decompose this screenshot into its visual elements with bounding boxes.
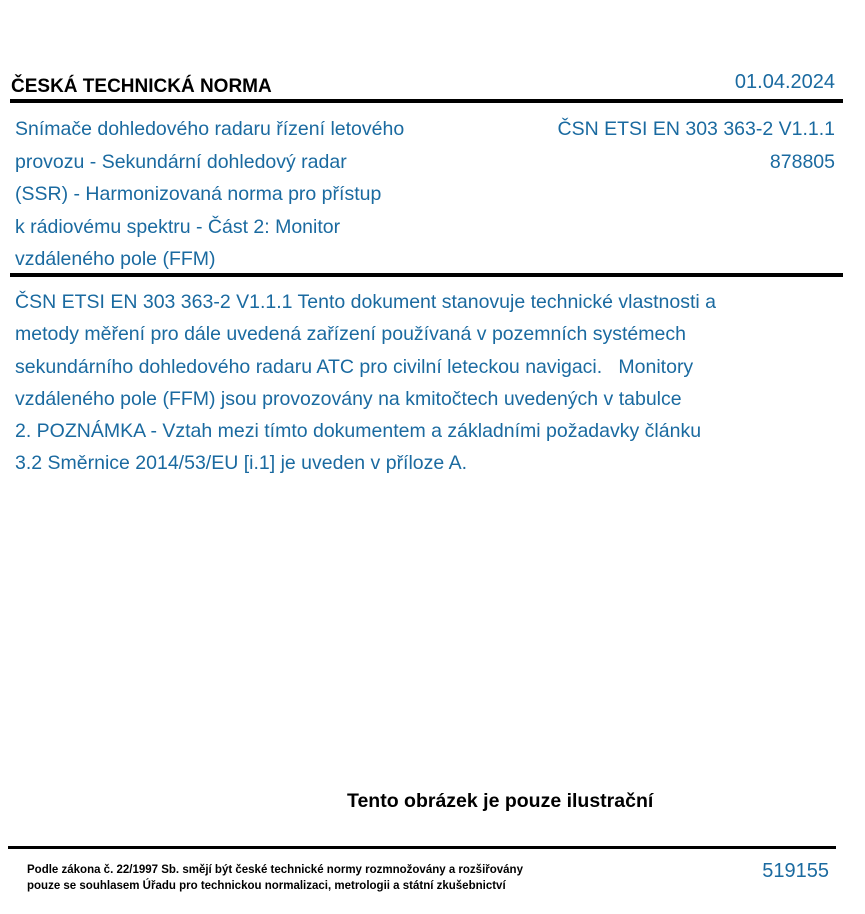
norm-title xyxy=(15,113,475,276)
norm-title-line: provozu - Sekundární dohledový radar xyxy=(15,150,347,173)
abstract-line: 3.2 Směrnice 2014/53/EU [i.1] je uveden v příloze A. xyxy=(15,452,468,475)
abstract-line: metody měření pro dále uvedená zařízení používaná v pozemních systémech xyxy=(15,323,686,346)
norm-number: 878805 xyxy=(769,150,835,173)
abstract-line: vzdáleného pole (FFM) jsou provozovány na kmitočtech uvedených v tabulce xyxy=(15,387,682,410)
legal-notice-line: pouze se souhlasem Úřadu pro technickou normalizaci, metrologii a státní zkušebnictví xyxy=(27,880,506,892)
catalog-number: 519155 xyxy=(762,860,829,882)
norm-title-line: (SSR) - Harmonizovaná norma pro přístup xyxy=(15,183,382,205)
abstract xyxy=(15,286,845,480)
norm-title-line: Snímače dohledového radaru řízení letového xyxy=(15,118,405,140)
norm-title-line: k rádiovému spektru - Část 2: Monitor xyxy=(15,215,341,238)
legal-notice-line: Podle zákona č. 22/1997 Sb. smějí být české technické normy rozmnožovány a rozšiřovány xyxy=(27,864,523,876)
illustration-note: Tento obrázek je pouze ilustrační xyxy=(347,790,654,812)
header-divider xyxy=(10,99,843,103)
publication-date: 01.04.2024 xyxy=(734,71,835,93)
document-type-title: ČESKÁ TECHNICKÁ NORMA xyxy=(11,76,272,97)
abstract-line: 2. POZNÁMKA - Vztah mezi tímto dokumentem a základními požadavky článku xyxy=(15,420,702,443)
norm-title-line: vzdáleného pole (FFM) xyxy=(15,248,216,270)
abstract-line: sekundárního dohledového radaru ATC pro civilní leteckou navigaci. Monitory xyxy=(15,355,694,378)
abstract-line: ČSN ETSI EN 303 363-2 V1.1.1 Tento dokument stanovuje technické vlastnosti a xyxy=(15,291,716,313)
footer-divider xyxy=(8,846,836,849)
legal-notice xyxy=(27,862,523,894)
title-divider xyxy=(10,273,843,277)
norm-code: ČSN ETSI EN 303 363-2 V1.1.1 xyxy=(557,118,835,140)
norm-identifiers xyxy=(558,113,835,178)
